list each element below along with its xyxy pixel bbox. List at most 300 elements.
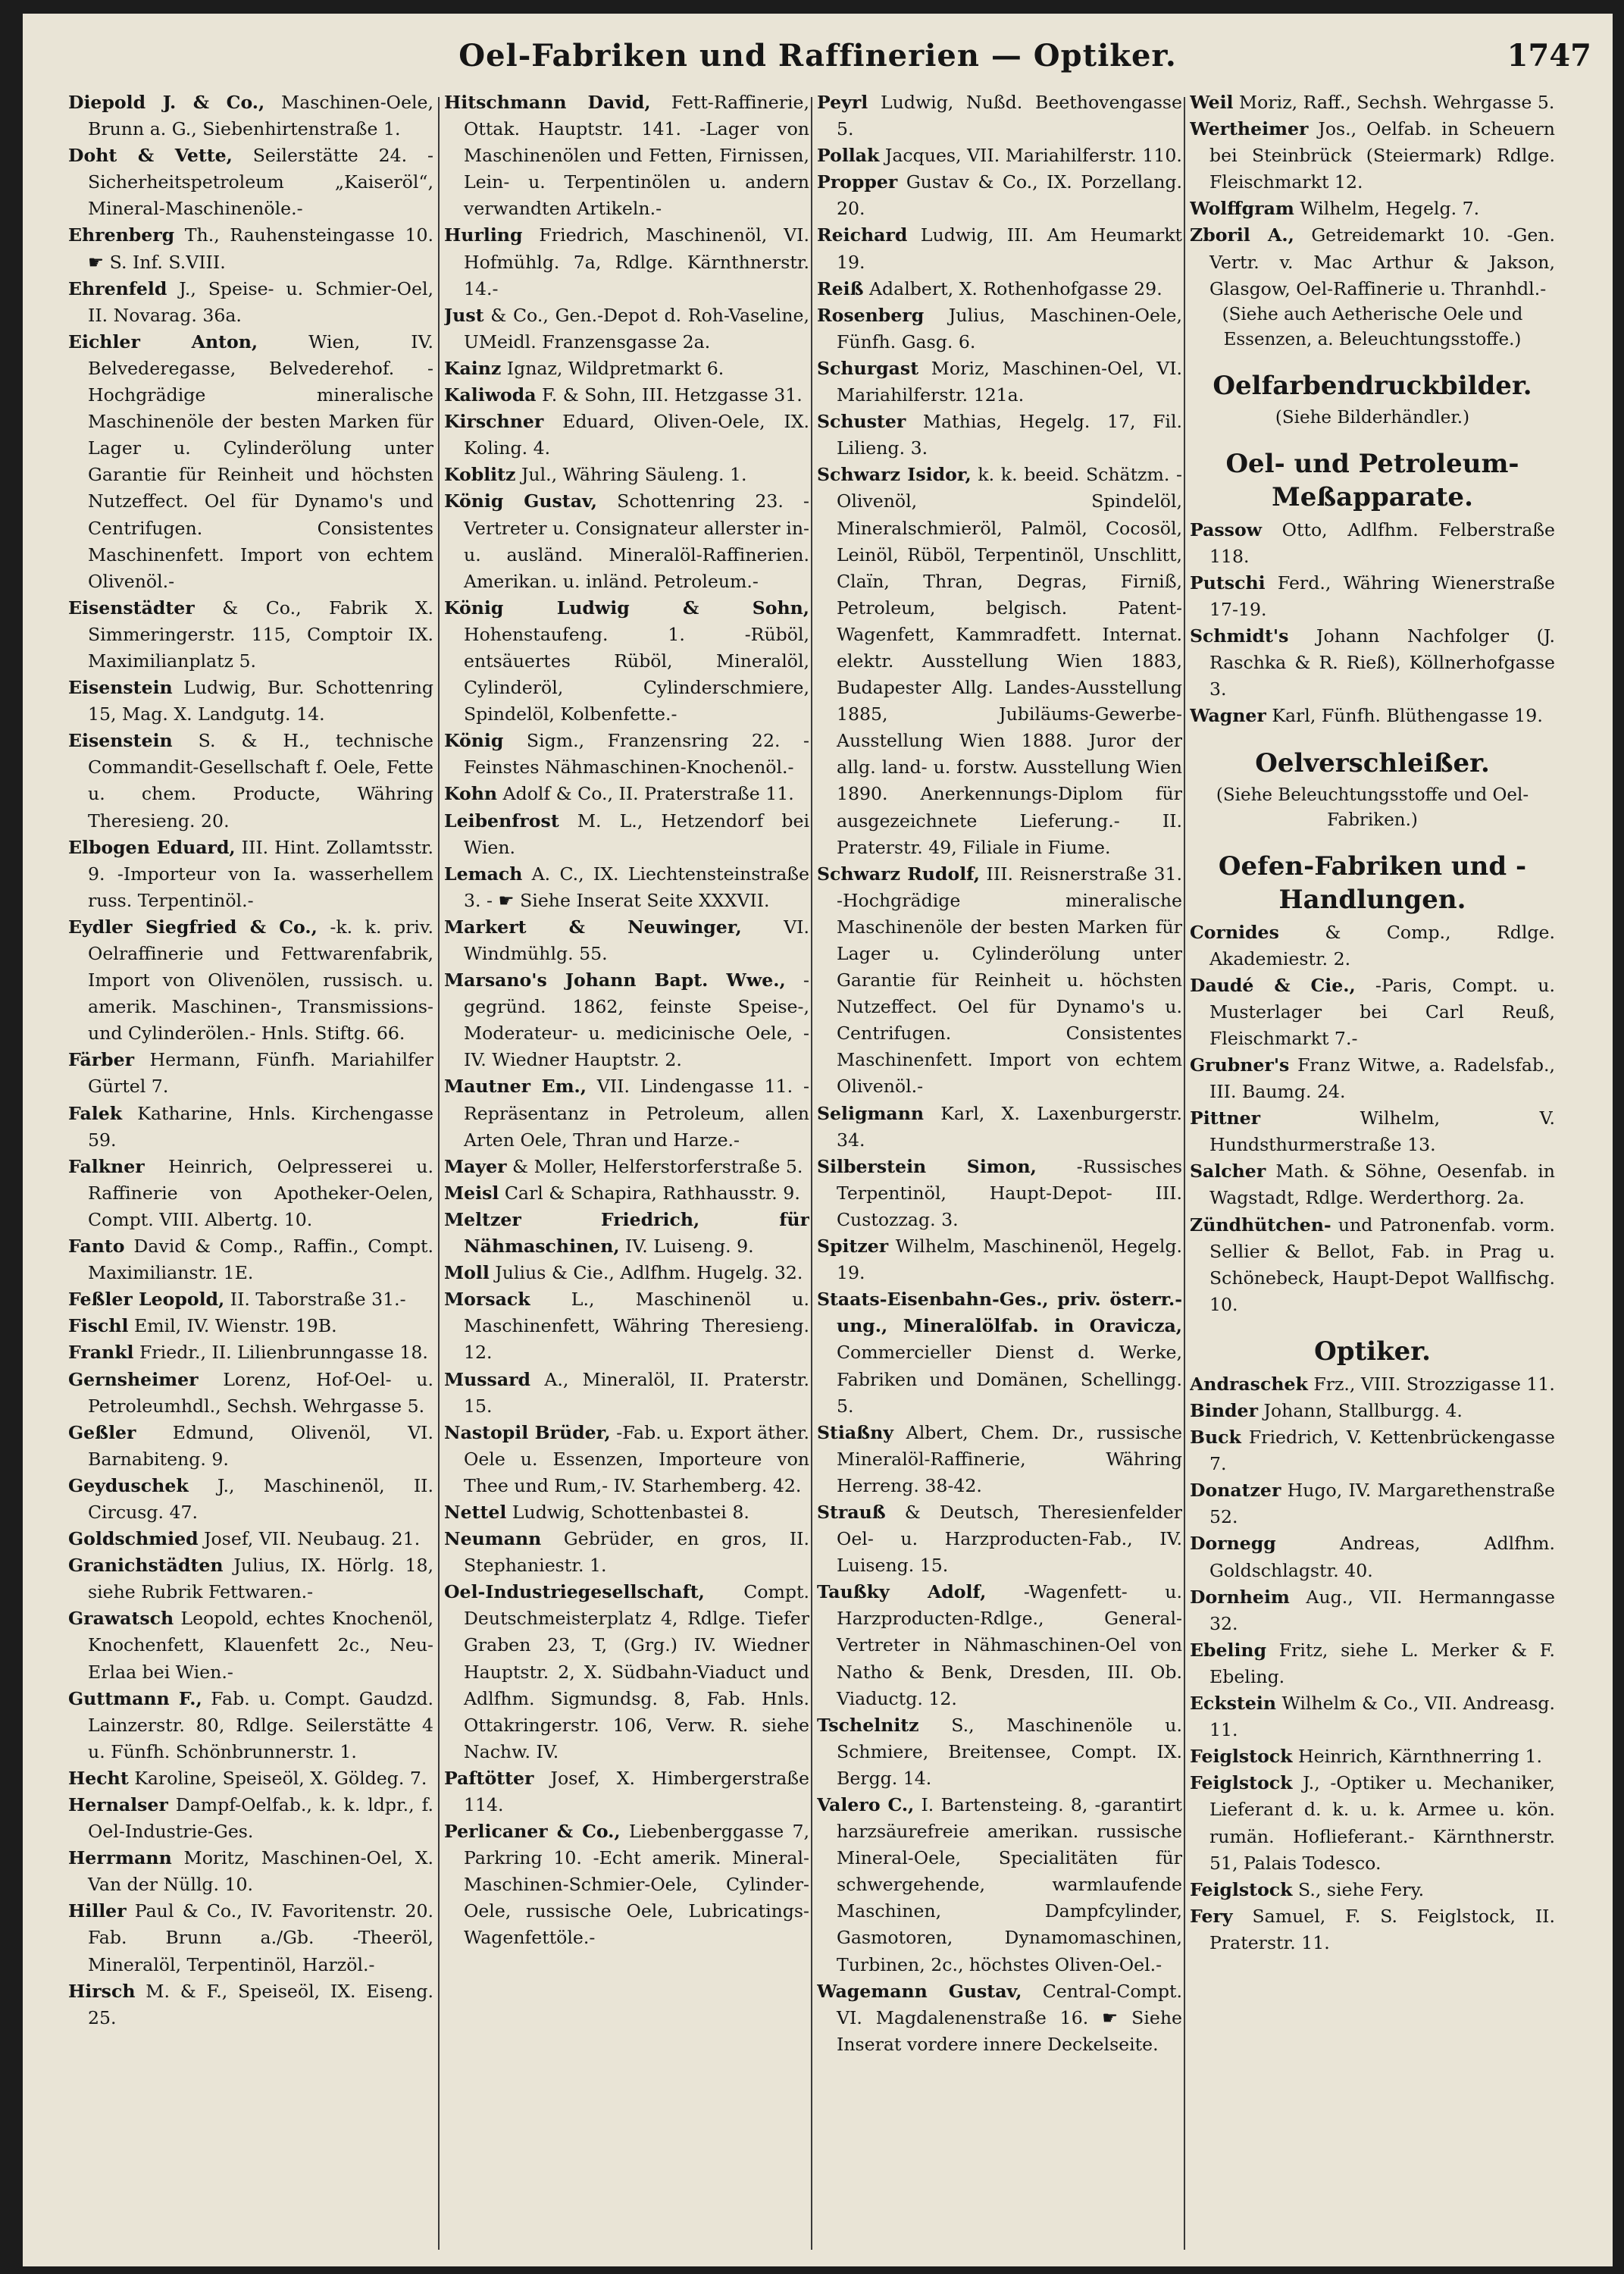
- directory-entry: [68, 1473, 433, 1526]
- entry-details: und Patronenfab. vorm. Sellier & Bellot, Fab. in Prag u. Schönebeck, Haupt-Depot Wallfischg. 10.: [1209, 1214, 1555, 1315]
- entry-name: Elbogen Eduard,: [68, 836, 236, 858]
- directory-entry: [1190, 1052, 1555, 1105]
- entry-details: Josef, VII. Neubaug. 21.: [198, 1528, 421, 1550]
- entry-name: Markert & Neuwinger,: [444, 916, 742, 938]
- entry-details: Gustav & Co., IX. Porzellang. 20.: [837, 171, 1182, 220]
- entry-details: Edmund, Olivenöl, VI. Barnabiteng. 9.: [88, 1421, 433, 1470]
- entry-details: Ludwig, Bur. Schottenring 15, Mag. X. Landgutg. 14.: [88, 677, 433, 725]
- directory-entry: [68, 1898, 433, 1978]
- entry-details: Josef, X. Himbergerstraße 114.: [464, 1767, 809, 1815]
- entry-details: Hohenstaufeng. 1. -Rüböl, entsäuertes Rüböl, Mineralöl, Cylinderöl, Cylinderschmiere, Spindelöl, Kolbenfette.-: [464, 623, 809, 725]
- cross-reference-note: (Siehe auch Aetherische Oele und Essenzen, a. Beleuchtungsstoffe.): [1222, 304, 1523, 349]
- entry-name: Spitzer: [817, 1236, 889, 1258]
- entry-name: Donatzer: [1190, 1480, 1281, 1502]
- entry-details: & Deutsch, Theresienfelder Oel- u. Harzproducten-Fab., IV. Luiseng. 15.: [837, 1501, 1182, 1577]
- directory-entry: [68, 595, 433, 675]
- entry-name: Salcher: [1190, 1160, 1266, 1182]
- entry-name: Schuster: [817, 411, 906, 433]
- entry-name: Fery: [1190, 1905, 1233, 1927]
- entry-details: I. Bartensteing. 8, -garantirt harzsäurefreie amerikan. russische Mineral-Oele, Specialitäten für schwergehende, warmlaufende Maschinen, Dampfcylinder, Gasmotoren, Dynamomaschinen, Turbinen, 2c., höchstes Oliven-Oel.-: [837, 1794, 1182, 1975]
- directory-entry: [817, 1233, 1182, 1286]
- directory-entry: [444, 302, 809, 356]
- entry-name: Wagner: [1190, 705, 1266, 727]
- directory-entry: [1190, 196, 1555, 222]
- directory-entry: [444, 595, 809, 728]
- directory-entry: [1190, 1637, 1555, 1690]
- entry-details: Julius, IX. Hörlg. 18, siehe Rubrik Fettwaren.-: [88, 1555, 433, 1603]
- entry-name: Strauß: [817, 1501, 886, 1523]
- directory-entry: [1190, 919, 1555, 973]
- entry-details: J., -Optiker u. Mechaniker, Lieferant d. k. u. k. Armee u. kön. rumän. Hoflieferant.- Kärnthnerstr. 51, Palais Todesco.: [1209, 1772, 1555, 1874]
- entry-details: Carl & Schapira, Rathhausstr. 9.: [499, 1182, 800, 1204]
- entry-name: Ehrenberg: [68, 224, 175, 246]
- entry-name: Nettel: [444, 1501, 507, 1523]
- directory-entry: [817, 1579, 1182, 1712]
- entry-name: Hitschmann David,: [444, 92, 651, 113]
- entry-name: Hirsch: [68, 1980, 136, 2002]
- entry-name: Pollak: [817, 145, 880, 167]
- entry-name: König: [444, 730, 504, 752]
- entry-name: Wagemann Gustav,: [817, 1980, 1022, 2002]
- entry-name: Zboril A.,: [1190, 224, 1294, 246]
- entry-name: König Ludwig & Sohn,: [444, 597, 809, 619]
- entry-name: Schwarz Rudolf,: [817, 863, 981, 885]
- directory-entry: [444, 356, 809, 382]
- entry-details: Compt. Deutschmeisterplatz 4, Rdlge. Tiefer Graben 23, T, (Grg.) IV. Wiedner Hauptstr. 2, X. Südbahn-Viaduct und Adlfhm. Sigmundsg. 8, Fab. Hnls. Ottakringerstr. 106, Verw. R. siehe Nachw. IV.: [464, 1581, 809, 1762]
- entry-details: Ludwig, III. Am Heumarkt 19.: [837, 224, 1182, 273]
- entry-details: Jul., Währing Säuleng. 1.: [515, 464, 747, 486]
- entry-name: Feiglstock: [1190, 1878, 1293, 1900]
- directory-entry: [817, 1712, 1182, 1792]
- directory-entry: [444, 222, 809, 302]
- entry-name: Eichler Anton,: [68, 330, 258, 352]
- directory-entry: [444, 1765, 809, 1818]
- entry-name: Doht & Vette,: [68, 145, 233, 167]
- entry-name: Binder: [1190, 1400, 1258, 1421]
- directory-entry: [68, 1792, 433, 1845]
- entry-name: Mussard: [444, 1368, 531, 1390]
- directory-entry: [444, 1286, 809, 1366]
- entry-details: Andreas, Adlfhm. Goldschlagstr. 40.: [1209, 1533, 1555, 1581]
- entry-name: Wertheimer: [1190, 118, 1309, 140]
- entry-details: VI. Windmühlg. 55.: [464, 916, 809, 964]
- entry-details: Moriz, Maschinen-Oel, VI. Mariahilferstr. 121a.: [837, 357, 1182, 406]
- directory-entry: [68, 1367, 433, 1420]
- entry-details: -gegründ. 1862, feinste Speise-, Moderateur- u. medicinische Oele, - IV. Wiedner Hauptstr. 2.: [464, 969, 809, 1071]
- entry-name: Eisenstein: [68, 730, 173, 752]
- entry-details: Dampf-Oelfab., k. k. ldpr., f. Oel-Industrie-Ges.: [88, 1794, 433, 1843]
- entry-name: Andraschek: [1190, 1373, 1308, 1395]
- entry-name: Marsano's Johann Bapt. Wwe.,: [444, 969, 786, 991]
- entry-name: Dornegg: [1190, 1533, 1276, 1555]
- directory-entry: [68, 835, 433, 914]
- directory-entry: [817, 356, 1182, 409]
- directory-entry: [68, 1154, 433, 1233]
- directory-entry: [444, 1207, 809, 1260]
- entry-details: Liebenberggasse 7, Parkring 10. -Echt amerik. Mineral-Maschinen-Schmier-Oele, Cylinder-Oele, russische Oele, Lubricatings-Wagenfettöle.-: [464, 1821, 809, 1949]
- entry-details: III. Reisnerstraße 31. -Hochgrädige mineralische Maschinenöle der besten Marken für Lager u. Cylinderölung unter Garantie für Reinheit u. höchsten Nutzeffect. Oel für Dynamo's u. Centrifugen. Consistentes Maschinenfett. Import von echtem Olivenöl.-: [837, 863, 1182, 1098]
- entry-name: Herrmann: [68, 1847, 172, 1869]
- entry-details: L., Maschinenöl u. Maschinenfett, Währing Theresieng. 12.: [464, 1289, 809, 1364]
- entry-details: Getreidemarkt 10. -Gen. Vertr. v. Mac Arthur & Jakson, Glasgow, Oel-Raffinerie u. Thranhdl.-: [1209, 224, 1555, 299]
- entry-details: Hermann, Fünfh. Mariahilfer Gürtel 7.: [88, 1049, 433, 1098]
- entry-details: Karoline, Speiseöl, X. Göldeg. 7.: [128, 1767, 427, 1789]
- directory-entry: [817, 276, 1182, 302]
- directory-entry: [444, 409, 809, 462]
- entry-name: Hiller: [68, 1900, 127, 1922]
- directory-entry: [444, 1499, 809, 1526]
- entry-details: Heinrich, Oelpresserei u. Raffinerie von Apotheker-Oelen, Compt. VIII. Albertg. 10.: [88, 1155, 433, 1230]
- entry-details: & Moller, Helferstorferstraße 5.: [506, 1155, 803, 1177]
- entry-details: Julius & Cie., Adlfhm. Hugelg. 32.: [489, 1262, 803, 1284]
- entry-name: Hernalser: [68, 1794, 168, 1815]
- page-header: [23, 29, 1613, 82]
- entry-details: -k. k. priv. Oelraffinerie und Fettwarenfabrik, Import von Olivenölen, russisch. u. amerik. Maschinen-, Transmissions- und Cylinderölen.- Hnls. Stiftg. 66.: [88, 916, 433, 1045]
- entry-name: Kohn: [444, 783, 498, 805]
- directory-entry: [817, 1978, 1182, 2058]
- entry-name: Stiaßny: [817, 1421, 893, 1443]
- entry-details: Katharine, Hnls. Kirchengasse 59.: [88, 1102, 433, 1151]
- entry-details: F. & Sohn, III. Hetzgasse 31.: [536, 384, 803, 406]
- entry-name: Zündhütchen-: [1190, 1214, 1331, 1236]
- entry-name: Eydler Siegfried & Co.,: [68, 916, 318, 938]
- entry-name: Leibenfrost: [444, 810, 559, 832]
- entry-details: S., Maschinenöle u. Schmiere, Breitensee, Compt. IX. Bergg. 14.: [837, 1714, 1182, 1789]
- entry-details: Sigm., Franzensring 22. -Feinstes Nähmaschinen-Knochenöl.-: [464, 730, 809, 778]
- entry-name: Oel-Industriegesellschaft,: [444, 1581, 705, 1603]
- directory-entry: [817, 1499, 1182, 1579]
- entry-name: Putschi: [1190, 572, 1266, 594]
- entry-name: Kaliwoda: [444, 384, 537, 406]
- entry-details: A. C., IX. Liechtensteinstraße 3. - ☛ Siehe Inserat Seite XXXVII.: [464, 863, 809, 911]
- directory-entry: [817, 1420, 1182, 1499]
- column-divider: [438, 97, 440, 2250]
- directory-entry: [1190, 1424, 1555, 1477]
- directory-entry: [1190, 1371, 1555, 1398]
- cross-reference-note: (Siehe Beleuchtungsstoffe und Oel-Fabriken.): [1216, 785, 1529, 830]
- section-heading: Oelverschleißer.: [1255, 747, 1490, 778]
- entry-name: Meisl: [444, 1182, 499, 1204]
- cross-reference-note: (Siehe Bilderhändler.): [1275, 407, 1470, 428]
- directory-entry: [1190, 1530, 1555, 1583]
- entry-details: Wilhelm & Co., VII. Andreasg. 11.: [1209, 1693, 1555, 1741]
- directory-entry: [817, 1101, 1182, 1154]
- directory-entry: [68, 1552, 433, 1605]
- directory-entry: [817, 302, 1182, 356]
- entry-name: Fischl: [68, 1315, 129, 1337]
- entry-name: Perlicaner & Co.,: [444, 1821, 621, 1843]
- entry-name: Mayer: [444, 1155, 507, 1177]
- column-1: [68, 89, 433, 2257]
- entry-details: Friedrich, Maschinenöl, VI. Hofmühlg. 7a, Rdlge. Kärnthnerstr. 14.-: [464, 224, 809, 299]
- directory-entry: [817, 169, 1182, 222]
- entry-details: Fritz, siehe L. Merker & F. Ebeling.: [1209, 1639, 1555, 1687]
- section-heading: Optiker.: [1314, 1336, 1431, 1367]
- entry-details: II. Taborstraße 31.-: [224, 1289, 406, 1311]
- entry-details: -Russisches Terpentinöl, Haupt-Depot- III. Custozzag. 3.: [837, 1155, 1182, 1230]
- entry-details: S., siehe Fery.: [1292, 1878, 1425, 1900]
- entry-name: Buck: [1190, 1427, 1241, 1449]
- entry-details: Franz Witwe, a. Radelsfab., III. Baumg. 24.: [1209, 1054, 1555, 1103]
- directory-entry: [1190, 703, 1555, 729]
- entry-name: Moll: [444, 1262, 490, 1284]
- entry-name: Eisenstädter: [68, 597, 195, 619]
- section-heading: Oefen-Fabriken und -Handlungen.: [1218, 850, 1527, 915]
- entry-name: Taußky Adolf,: [817, 1581, 987, 1603]
- entry-name: Frankl: [68, 1342, 134, 1364]
- entry-name: Kainz: [444, 357, 502, 379]
- entry-name: Feiglstock: [1190, 1772, 1293, 1794]
- directory-entry: [817, 1792, 1182, 1978]
- directory-entry: [1190, 623, 1555, 703]
- entry-details: M. & F., Speiseöl, IX. Eiseng. 25.: [88, 1980, 433, 2028]
- directory-entry: [68, 1047, 433, 1100]
- directory-entry: [444, 1154, 809, 1180]
- directory-entry: [1190, 1903, 1555, 1956]
- entry-details: & Co., Fabrik X. Simmeringerstr. 115, Comptoir IX. Maximilianplatz 5.: [88, 597, 433, 672]
- directory-entry: [68, 1845, 433, 1898]
- entry-details: Math. & Söhne, Oesenfab. in Wagstadt, Rdlge. Werderthorg. 2a.: [1209, 1160, 1555, 1209]
- entry-name: Schmidt's: [1190, 625, 1289, 647]
- directory-entry: [68, 1765, 433, 1792]
- directory-entry: [1190, 1398, 1555, 1424]
- entry-details: Friedr., II. Lilienbrunngasse 18.: [133, 1342, 428, 1364]
- directory-entry: [68, 728, 433, 834]
- entry-details: J., Maschinenöl, II. Circusg. 47.: [88, 1474, 433, 1523]
- entry-details: Wilhelm, V. Hundsthurmerstraße 13.: [1209, 1107, 1555, 1156]
- entry-name: Granichstädten: [68, 1555, 224, 1577]
- directory-entry: [1190, 517, 1555, 570]
- entry-details: Aug., VII. Hermanngasse 32.: [1209, 1586, 1555, 1634]
- entry-name: Morsack: [444, 1289, 530, 1311]
- entry-details: Ferd., Währing Wienerstraße 17-19.: [1209, 572, 1555, 621]
- entry-details: Commercieller Dienst d. Werke, Fabriken und Domänen, Schellingg. 5.: [837, 1342, 1182, 1417]
- entry-name: Dornheim: [1190, 1586, 1290, 1608]
- directory-entry: [444, 808, 809, 861]
- directory-entry: [68, 143, 433, 222]
- entry-name: Feßler Leopold,: [68, 1289, 225, 1311]
- directory-entry: [68, 1313, 433, 1339]
- entry-name: Goldschmied: [68, 1528, 199, 1550]
- directory-entry: [444, 1073, 809, 1153]
- entry-name: Färber: [68, 1049, 135, 1071]
- entry-details: Jacques, VII. Mariahilferstr. 110.: [879, 145, 1182, 167]
- entry-details: Eduard, Oliven-Oele, IX. Koling. 4.: [464, 411, 809, 459]
- entry-name: Falkner: [68, 1155, 145, 1177]
- entry-name: Schwarz Isidor,: [817, 464, 972, 486]
- page-number: 1747: [1507, 38, 1591, 74]
- directory-entry: [68, 89, 433, 143]
- entry-details: Ludwig, Schottenbastei 8.: [506, 1501, 749, 1523]
- directory-entry: [68, 1286, 433, 1313]
- column-3: [817, 89, 1182, 2257]
- directory-entry: [68, 1233, 433, 1286]
- entry-name: Reiß: [817, 277, 864, 299]
- entry-details: Lorenz, Hof-Oel- u. Petroleumhdl., Sechsh. Wehrgasse 5.: [88, 1368, 433, 1417]
- directory-entry: [1190, 1690, 1555, 1743]
- entry-details: VII. Lindengasse 11. -Repräsentanz in Petroleum, allen Arten Oele, Thran und Harze.-: [464, 1076, 809, 1151]
- directory-page: [23, 14, 1613, 2266]
- entry-name: Paftötter: [444, 1767, 534, 1789]
- directory-entry: [68, 1339, 433, 1366]
- directory-entry: [1190, 1212, 1555, 1318]
- directory-entry: [1190, 973, 1555, 1052]
- entry-details: S. & H., technische Commandit-Gesellschaft f. Oele, Fette u. chem. Producte, Währing Theresieng. 20.: [88, 730, 433, 832]
- entry-name: Geyduschek: [68, 1474, 189, 1496]
- entry-name: Lemach: [444, 863, 523, 885]
- entry-details: Frz., VIII. Strozzigasse 11.: [1307, 1373, 1555, 1395]
- entry-details: A., Mineralöl, II. Praterstr. 15.: [464, 1368, 809, 1417]
- page-title: Oel-Fabriken und Raffinerien — Optiker.: [458, 38, 1177, 74]
- entry-details: Mathias, Hegelg. 17, Fil. Lilieng. 3.: [837, 411, 1182, 459]
- entry-details: Heinrich, Kärnthnerring 1.: [1292, 1746, 1542, 1768]
- directory-entry: [1190, 1770, 1555, 1876]
- entry-details: Karl, X. Laxenburgerstr. 34.: [837, 1102, 1182, 1151]
- entry-name: Koblitz: [444, 464, 516, 486]
- directory-entry: [444, 382, 809, 409]
- entry-details: Hugo, IV. Margarethenstraße 52.: [1209, 1480, 1555, 1528]
- directory-entry: [444, 914, 809, 967]
- entry-details: Wilhelm, Maschinenöl, Hegelg. 19.: [837, 1236, 1182, 1284]
- entry-details: -Wagenfett- u. Harzproducten-Rdlge., General-Vertreter in Nähmaschinen-Oel von Natho & Benk, Dresden, III. Ob. Viaductg. 12.: [837, 1581, 1182, 1709]
- entry-name: Schurgast: [817, 357, 919, 379]
- directory-entry: [444, 1180, 809, 1207]
- entry-details: IV. Luiseng. 9.: [619, 1236, 754, 1258]
- entry-details: Seilerstätte 24. -Sicherheitspetroleum „Kaiseröl“, Mineral-Maschinenöle.-: [88, 145, 433, 220]
- entry-name: Falek: [68, 1102, 123, 1124]
- section-heading: Oel- und Petroleum-Meßapparate.: [1225, 448, 1519, 512]
- column-divider: [1184, 97, 1185, 2250]
- directory-entry: [817, 222, 1182, 275]
- entry-details: Johann, Stallburgg. 4.: [1258, 1400, 1463, 1421]
- entry-details: Central-Compt. VI. Magdalenenstraße 16. ☛ Siehe Inserat vordere innere Deckelseite.: [837, 1980, 1182, 2055]
- column-4: [1190, 89, 1555, 2257]
- entry-details: Gebrüder, en gros, II. Stephaniestr. 1.: [464, 1528, 809, 1577]
- entry-details: Friedrich, V. Kettenbrückengasse 7.: [1209, 1427, 1555, 1475]
- directory-entry: [1190, 1105, 1555, 1158]
- directory-entry: [444, 1260, 809, 1286]
- entry-name: Cornides: [1190, 921, 1279, 943]
- directory-entry: [817, 1286, 1182, 1419]
- entry-details: -Fab. u. Export äther. Oele u. Essenzen, Importeure von Thee und Rum,- IV. Starhemberg. 42.: [464, 1421, 809, 1496]
- directory-entry: [68, 1101, 433, 1154]
- entry-details: Ignaz, Wildpretmarkt 6.: [501, 357, 724, 379]
- entry-name: Grubner's: [1190, 1054, 1290, 1076]
- column-divider: [811, 97, 812, 2250]
- entry-details: & Co., Gen.-Depot d. Roh-Vaseline, UMeidl. Franzensgasse 2a.: [464, 304, 809, 352]
- entry-name: Grawatsch: [68, 1608, 174, 1630]
- entry-name: Ehrenfeld: [68, 277, 167, 299]
- entry-name: Geßler: [68, 1421, 136, 1443]
- entry-name: Kirschner: [444, 411, 544, 433]
- directory-entry: [68, 1605, 433, 1685]
- directory-entry: [1190, 1743, 1555, 1770]
- entry-details: Wien, IV. Belvederegasse, Belvederehof. -Hochgrädige mineralische Maschinenöle der besten Marken für Lager u. Cylinderölung unter Garantie für Reinheit und höchsten Nutzeffect. Oel für Dynamo's und Centrifugen. Consistentes Maschinenfett. Import von echtem Olivenöl.-: [88, 330, 433, 592]
- entry-details: Ludwig, Nußd. Beethovengasse 5.: [837, 92, 1182, 140]
- directory-entry: [68, 222, 433, 275]
- column-2: [444, 89, 809, 2257]
- directory-entry: [817, 143, 1182, 169]
- directory-entry: [444, 1526, 809, 1579]
- entry-details: Fab. u. Compt. Gaudzd. Lainzerstr. 80, Rdlge. Seilerstätte 4 u. Fünfh. Schönbrunnerstr. 1.: [88, 1687, 433, 1762]
- entry-details: Leopold, echtes Knochenöl, Knochenfett, Klauenfett 2c., Neu-Erlaa bei Wien.-: [88, 1608, 433, 1683]
- entry-details: Julius, Maschinen-Oele, Fünfh. Gasg. 6.: [837, 304, 1182, 352]
- directory-entry: [444, 728, 809, 781]
- entry-name: Seligmann: [817, 1102, 925, 1124]
- entry-name: Passow: [1190, 518, 1263, 540]
- directory-entry: [444, 488, 809, 594]
- entry-name: Silberstein Simon,: [817, 1155, 1037, 1177]
- entry-details: Adalbert, X. Rothenhofgasse 29.: [863, 277, 1162, 299]
- entry-name: Just: [444, 304, 484, 326]
- entry-name: Peyrl: [817, 92, 868, 113]
- directory-entry: [817, 861, 1182, 1101]
- entry-name: Nastopil Brüder,: [444, 1421, 611, 1443]
- entry-name: Weil: [1190, 92, 1234, 113]
- directory-entry: [444, 1818, 809, 1951]
- directory-entry: [444, 861, 809, 914]
- directory-entry: [817, 462, 1182, 860]
- entry-name: Staats-Eisenbahn-Ges., priv. österr.-ung., Mineralölfab. in Oravicza,: [817, 1289, 1182, 1337]
- entry-details: Paul & Co., IV. Favoritenstr. 20. Fab. Brunn a./Gb. -Theeröl, Mineralöl, Terpentinöl, Harzöl.-: [88, 1900, 433, 1975]
- directory-entry: [1190, 570, 1555, 623]
- entry-details: k. k. beeid. Schätzm. -Olivenöl, Spindelöl, Mineralschmieröl, Palmöl, Cocosöl, Leinöl, Rüböl, Terpentinöl, Unschlitt, Claïn, Thran, Degras, Firniß, Petroleum, belgisch. Patent-Wagenfett, Kammradfett. Internat. elektr. Ausstellung Wien 1883, Budapester Allg. Landes-Ausstellung 1885, Jubiläums-Gewerbe-Ausstellung Wien 1888. Juror der allg. land- u. forstw. Ausstellung Wien 1890. Anerkennungs-Diplom für ausgezeichnete Lieferung.- II. Praterstr. 49, Filiale in Fiume.: [837, 464, 1182, 858]
- directory-entry: [444, 781, 809, 807]
- directory-entry: [68, 1526, 433, 1552]
- entry-name: Mautner Em.,: [444, 1076, 587, 1098]
- directory-entry: [1190, 89, 1555, 116]
- directory-entry: [1190, 1477, 1555, 1530]
- entry-details: Maschinen-Oele, Brunn a. G., Siebenhirtenstraße 1.: [88, 92, 433, 140]
- directory-entry: [1190, 1584, 1555, 1637]
- directory-entry: [817, 1154, 1182, 1233]
- entry-name: Feiglstock: [1190, 1746, 1293, 1768]
- directory-entry: [444, 462, 809, 488]
- entry-details: Fett-Raffinerie, Ottak. Hauptstr. 141. -Lager von Maschinenölen und Fetten, Firnissen, Lein- u. Terpentinölen u. andern verwandten Artikeln.-: [464, 92, 809, 220]
- entry-name: Ebeling: [1190, 1639, 1267, 1661]
- entry-details: Wilhelm, Hegelg. 7.: [1294, 198, 1480, 220]
- entry-details: M. L., Hetzendorf bei Wien.: [464, 810, 809, 858]
- entry-details: Emil, IV. Wienstr. 19B.: [128, 1315, 337, 1337]
- entry-name: Diepold J. & Co.,: [68, 92, 265, 113]
- directory-entry: [444, 967, 809, 1073]
- directory-entry: [1190, 116, 1555, 196]
- directory-entry: [1190, 1877, 1555, 1903]
- entry-name: Eckstein: [1190, 1693, 1277, 1715]
- entry-details: Moritz, Maschinen-Oel, X. Van der Nüllg. 10.: [88, 1847, 433, 1896]
- entry-name: Pittner: [1190, 1107, 1261, 1129]
- entry-name: Gernsheimer: [68, 1368, 199, 1390]
- entry-name: Rosenberg: [817, 304, 925, 326]
- entry-details: Samuel, F. S. Feiglstock, II. Praterstr. 11.: [1209, 1905, 1555, 1953]
- entry-name: Meltzer Friedrich, für Nähmaschinen,: [444, 1208, 809, 1258]
- entry-details: Adolf & Co., II. Praterstraße 11.: [497, 783, 794, 805]
- entry-name: Eisenstein: [68, 677, 173, 699]
- directory-entry: [1190, 222, 1555, 302]
- entry-details: J., Speise- u. Schmier-Oel, II. Novarag. 36a.: [88, 277, 433, 326]
- directory-entry: [817, 409, 1182, 462]
- entry-name: Valero C.,: [817, 1794, 915, 1815]
- entry-name: Tschelnitz: [817, 1714, 919, 1736]
- section-heading: Oelfarbendruckbilder.: [1213, 370, 1532, 401]
- directory-entry: [444, 1579, 809, 1765]
- directory-entry: [68, 329, 433, 595]
- entry-name: Guttmann F.,: [68, 1687, 202, 1709]
- directory-entry: [444, 89, 809, 222]
- entry-details: Otto, Adlfhm. Felberstraße 118.: [1209, 518, 1555, 567]
- directory-entry: [444, 1420, 809, 1499]
- entry-details: Karl, Fünfh. Blüthengasse 19.: [1266, 705, 1543, 727]
